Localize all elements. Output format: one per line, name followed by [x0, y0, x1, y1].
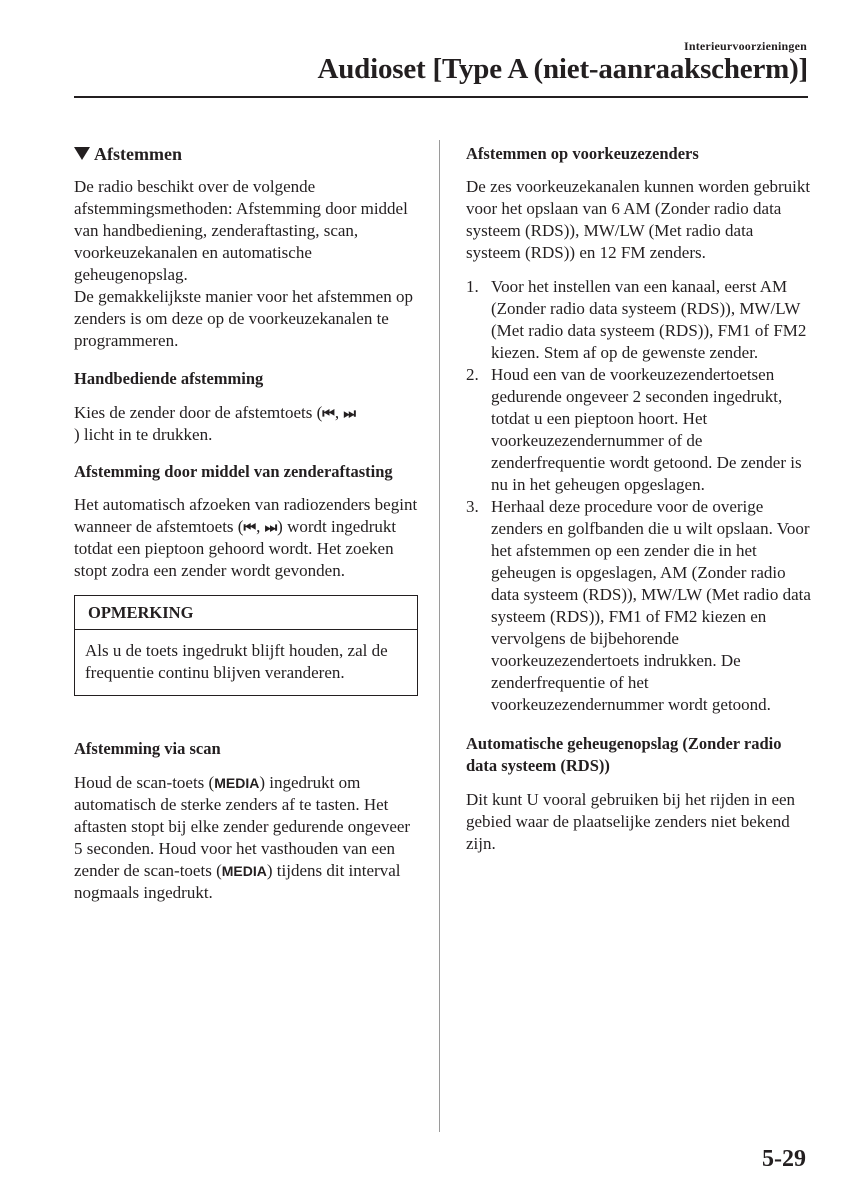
- auto-memory-text: Dit kunt U vooral gebruiken bij het rijden in een gebied waar de plaatselijke zenders niet bekend zijn.: [466, 790, 796, 853]
- seek-forward-icon-2: ⏭: [264, 519, 278, 535]
- left-column: [74, 143, 418, 904]
- seek-back-icon: ⏮: [322, 405, 335, 421]
- preset-steps: [466, 276, 812, 716]
- intro-paragraph: De radio beschikt over de volgende afstemmingsmethoden: Afstemming door middel van handbediening, zenderaftasting, scan, voorkeuzekanalen en automatische geheugenopslag.: [74, 177, 408, 284]
- note-body: Als u de toets ingedrukt blijft houden, zal de frequentie continu blijven veranderen.: [85, 641, 388, 682]
- page-number: 5-29: [762, 1146, 806, 1172]
- seek-forward-icon: ⏭: [343, 405, 357, 421]
- manual-text-b: ) licht in te drukken.: [74, 425, 213, 444]
- symbol-separator-2: ,: [256, 517, 265, 536]
- auto-memory-heading: Automatische geheugenopslag (Zonder radio data systeem (RDS)): [466, 734, 782, 775]
- section-label: Interieurvoorzieningen: [683, 39, 807, 53]
- note-heading: OPMERKING: [75, 596, 417, 630]
- scan-tuning-text: [74, 772, 418, 904]
- list-item: [466, 496, 812, 716]
- media-button-label: MEDIA: [214, 775, 260, 791]
- preset-heading: Afstemmen op voorkeuzezenders: [466, 144, 699, 163]
- step-text: Voor het instellen van een kanaal, eerst AM (Zonder radio data systeem (RDS)), MW/LW (Met radio data systeem (RDS)), FM1 of FM2 kiezen. Stem af op de gewenste zender.: [491, 277, 807, 362]
- note-box: [74, 595, 418, 696]
- seek-tuning-text: [74, 494, 418, 582]
- seek-tuning-heading: Afstemming door middel van zenderaftasting: [74, 462, 393, 481]
- list-item: [466, 276, 812, 364]
- manual-text-a: Kies de zender door de afstemtoets (: [74, 403, 323, 422]
- page-title: Audioset [Type A (niet-aanraakscherm)]: [317, 53, 808, 85]
- triangle-bullet-icon: [74, 147, 90, 160]
- manual-tuning-text: [74, 402, 418, 446]
- seek-back-icon-2: ⏮: [243, 519, 257, 535]
- list-item: [466, 364, 812, 496]
- scan-text-c: ) tijdens dit interval nogmaals ingedrukt.: [74, 861, 401, 902]
- step-text: Houd een van de voorkeuzezendertoetsen gedurende ongeveer 2 seconden ingedrukt, totdat u een pieptoon hoort. Het voorkeuzezendernummer of de zenderfrequentie wordt getoond. De zender is nu in het geheugen opgeslagen.: [491, 365, 802, 494]
- step-number: 1.: [466, 277, 479, 296]
- scan-text-b: ) ingedrukt om automatisch de sterke zenders af te tasten. Het aftasten stopt bij elke zender gedurende ongeveer 5 seconden. Houd voor het vasthouden van een zender de scan-toets (: [74, 773, 411, 880]
- right-column: [466, 143, 812, 855]
- title-rule: [74, 96, 808, 98]
- intro-paragraph-2: De gemakkelijkste manier voor het afstemmen op zenders is om deze op de voorkeuzekanalen te programmeren.: [74, 287, 413, 350]
- step-number: 3.: [466, 497, 479, 516]
- section-heading: [74, 143, 418, 165]
- manual-tuning-heading: Handbediende afstemming: [74, 369, 264, 388]
- preset-intro: De zes voorkeuzekanalen kunnen worden gebruikt voor het opslaan van 6 AM (Zonder radio data systeem (RDS)), MW/LW (Met radio data systeem (RDS)) en 12 FM zenders.: [466, 177, 811, 262]
- section-heading-text: Afstemmen: [94, 144, 182, 164]
- step-number: 2.: [466, 365, 479, 384]
- scan-tuning-heading: Afstemming via scan: [74, 739, 221, 758]
- symbol-separator: ,: [334, 403, 344, 422]
- seek-text-b: ) wordt ingedrukt totdat een pieptoon gehoord wordt. Het zoeken stopt zodra een zender wordt gevonden.: [74, 517, 397, 580]
- seek-text-a: Het automatisch afzoeken van radiozenders begint wanneer de afstemtoets (: [74, 495, 418, 536]
- media-button-label-2: MEDIA: [221, 863, 267, 879]
- scan-text-a: Houd de scan-toets (: [74, 773, 215, 792]
- column-divider: [439, 140, 440, 1132]
- step-text: Herhaal deze procedure voor de overige zenders en golfbanden die u wilt opslaan. Voor het afstemmen op een zender die in het geheugen is opgeslagen, AM (Zonder radio data systeem (RDS)), MW/LW (Met radio data systeem (RDS)), FM1 of FM2 kiezen en vervolgens de bijbehorende voorkeuzezendertoets indrukken. De zenderfrequentie of het voorkeuzezendernummer wordt getoond.: [491, 497, 811, 714]
